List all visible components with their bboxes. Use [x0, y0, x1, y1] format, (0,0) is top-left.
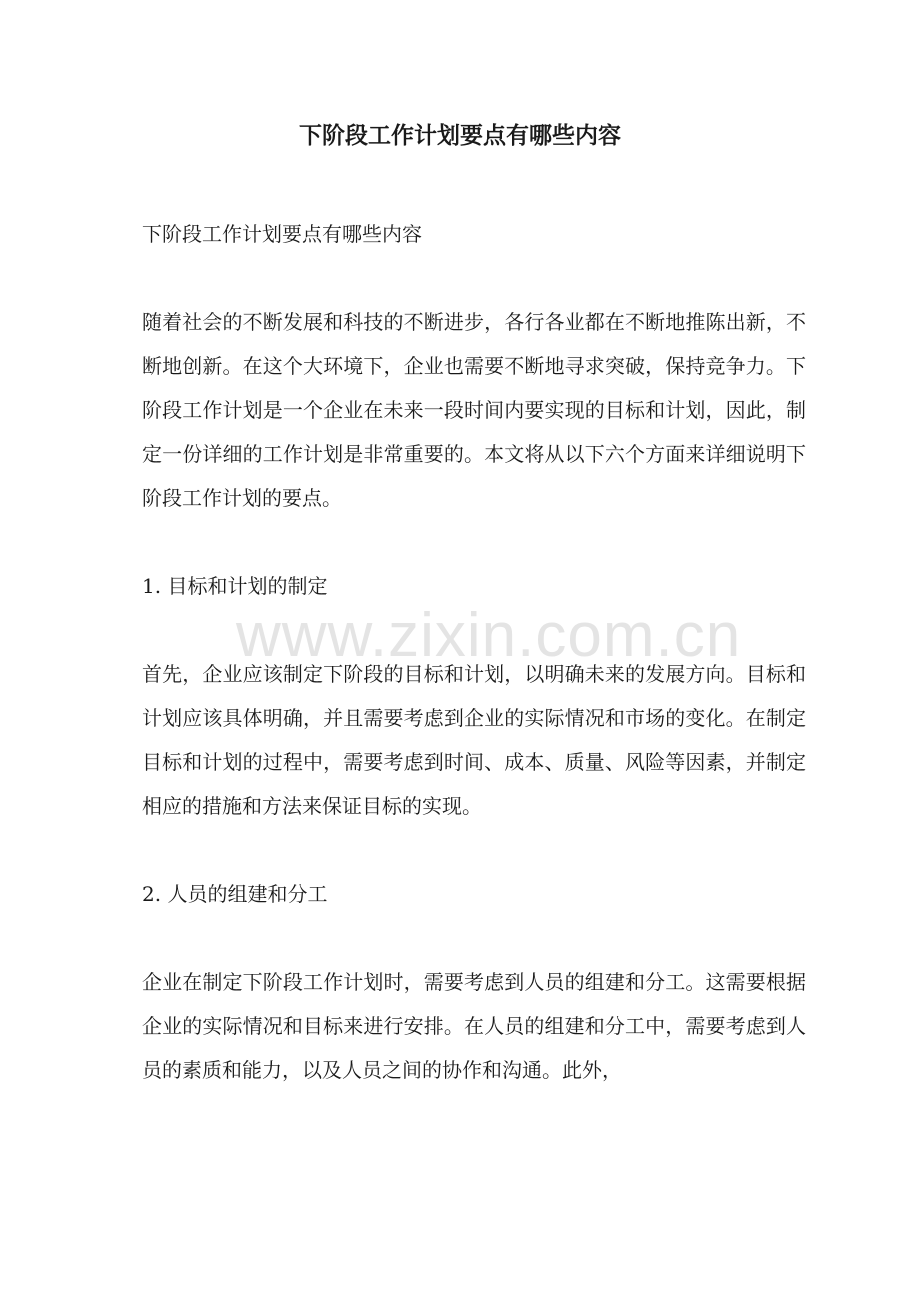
section-body-2: 企业在制定下阶段工作计划时，需要考虑到人员的组建和分工。这需要根据企业的实际情况和目标来进行安排。在人员的组建和分工中，需要考虑到人员的素质和能力，以及人员之间的协作和沟通。此外， [142, 970, 806, 1082]
section-heading-2: 2. 人员的组建和分工 [142, 882, 328, 906]
document-body [142, 212, 806, 1136]
document-subtitle: 下阶段工作计划要点有哪些内容 [142, 222, 422, 246]
intro-paragraph: 随着社会的不断发展和科技的不断进步，各行各业都在不断地推陈出新，不断地创新。在这个大环境下，企业也需要不断地寻求突破，保持竞争力。下阶段工作计划是一个企业在未来一段时间内要实现的目标和计划，因此，制定一份详细的工作计划是非常重要的。本文将从以下六个方面来详细说明下阶段工作计划的要点。 [142, 310, 806, 510]
watermark: www.zixin.com.cn [236, 601, 742, 670]
document-title: 下阶段工作计划要点有哪些内容 [299, 122, 621, 149]
section-heading-1: 1. 目标和计划的制定 [142, 574, 328, 598]
section-body-1: 首先，企业应该制定下阶段的目标和计划，以明确未来的发展方向。目标和计划应该具体明确，并且需要考虑到企业的实际情况和市场的变化。在制定目标和计划的过程中，需要考虑到时间、成本、质量、风险等因素，并制定相应的措施和方法来保证目标的实现。 [142, 662, 806, 818]
